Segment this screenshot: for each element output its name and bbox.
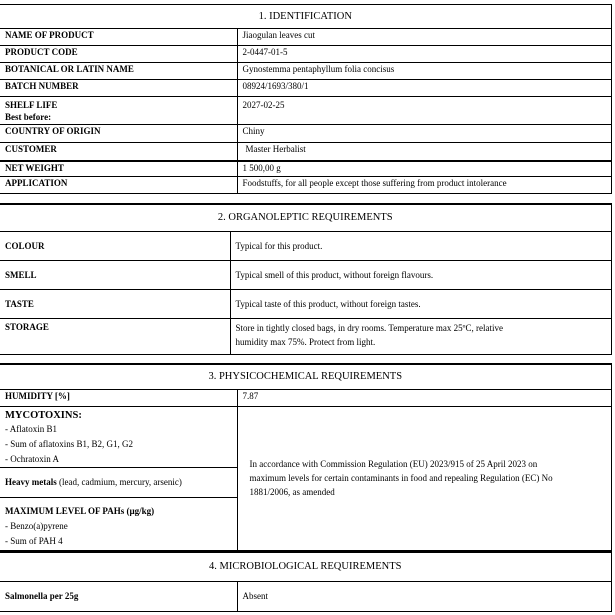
taste-value: Typical taste of this product, without foreign tastes. (230, 289, 611, 318)
pahs-label: MAXIMUM LEVEL OF PAHs (µg/kg) (5, 505, 155, 516)
taste-label: TASTE (0, 289, 230, 318)
shelf-life-label-cell (0, 97, 237, 125)
smell-value: Typical smell of this product, without foreign flavours. (230, 260, 611, 289)
country-of-origin-label: COUNTRY OF ORIGIN (0, 125, 237, 143)
mycotoxins-cell (0, 406, 237, 467)
identification-title: 1. IDENTIFICATION (0, 5, 611, 29)
heavy-metals-cell (0, 467, 237, 497)
organoleptic-title: 2. ORGANOLEPTIC REQUIREMENTS (0, 204, 611, 231)
best-before-label: Best before: (5, 112, 52, 122)
pahs-cell (0, 497, 237, 550)
name-of-product-label: NAME OF PRODUCT (0, 29, 237, 46)
customer-label: CUSTOMER (0, 143, 237, 161)
humidity-label: HUMIDITY [%] (0, 389, 237, 406)
mycotoxin-item: - Aflatoxin B1 (5, 423, 57, 434)
physicochemical-title: 3. PHYSICOCHEMICAL REQUIREMENTS (0, 364, 611, 389)
pah-item: - Benzo(a)pyrene (5, 520, 68, 531)
application-label: APPLICATION (0, 177, 237, 194)
shelf-life-value: 2027-02-25 (237, 97, 611, 125)
colour-value: Typical for this product. (230, 231, 611, 260)
storage-label: STORAGE (0, 318, 230, 354)
name-of-product-value: Jiaogulan leaves cut (237, 29, 611, 46)
pah-item: - Sum of PAH 4 (5, 535, 63, 546)
heavy-metals-detail: (lead, cadmium, mercury, arsenic) (59, 477, 182, 487)
salmonella-label: Salmonella per 25g (0, 581, 237, 611)
mycotoxin-item: - Sum of aflatoxins B1, B2, G1, G2 (5, 438, 133, 449)
net-weight-label: NET WEIGHT (0, 161, 237, 177)
smell-label: SMELL (0, 260, 230, 289)
customer-value: Master Herbalist (237, 143, 611, 161)
microbiological-title: 4. MICROBIOLOGICAL REQUIREMENTS (0, 552, 611, 581)
identification-table (0, 4, 612, 194)
batch-number-label: BATCH NUMBER (0, 80, 237, 97)
regulation-text: In accordance with Commission Regulation (EU) 2023/915 of 25 April 2023 on maximum levels for certain contaminants in food and repealing Regulation (EC) No 1881/2006, as amended (237, 406, 611, 550)
heavy-metals-label: Heavy metals (5, 477, 57, 487)
microbiological-table (0, 551, 612, 612)
botanical-name-value: Gynostemma pentaphyllum folia concisus (237, 63, 611, 80)
botanical-name-label: BOTANICAL OR LATIN NAME (0, 63, 237, 80)
mycotoxin-item: - Ochratoxin A (5, 453, 59, 464)
application-value: Foodstuffs, for all people except those suffering from product intolerance (237, 177, 611, 194)
shelf-life-label: SHELF LIFE (5, 100, 58, 110)
humidity-value: 7.87 (237, 389, 611, 406)
product-code-label: PRODUCT CODE (0, 46, 237, 63)
salmonella-value: Absent (237, 581, 611, 611)
physicochemical-table (0, 363, 612, 551)
organoleptic-table (0, 203, 612, 355)
net-weight-value: 1 500,00 g (237, 161, 611, 177)
product-code-value: 2-0447-01-5 (237, 46, 611, 63)
country-of-origin-value: Chiny (237, 125, 611, 143)
mycotoxins-title: MYCOTOXINS: (5, 409, 82, 421)
colour-label: COLOUR (0, 231, 230, 260)
storage-value: Store in tightly closed bags, in dry rooms. Temperature max 25ºC, relative humidity max 75%. Protect from light. (230, 318, 611, 354)
batch-number-value: 08924/1693/380/1 (237, 80, 611, 97)
